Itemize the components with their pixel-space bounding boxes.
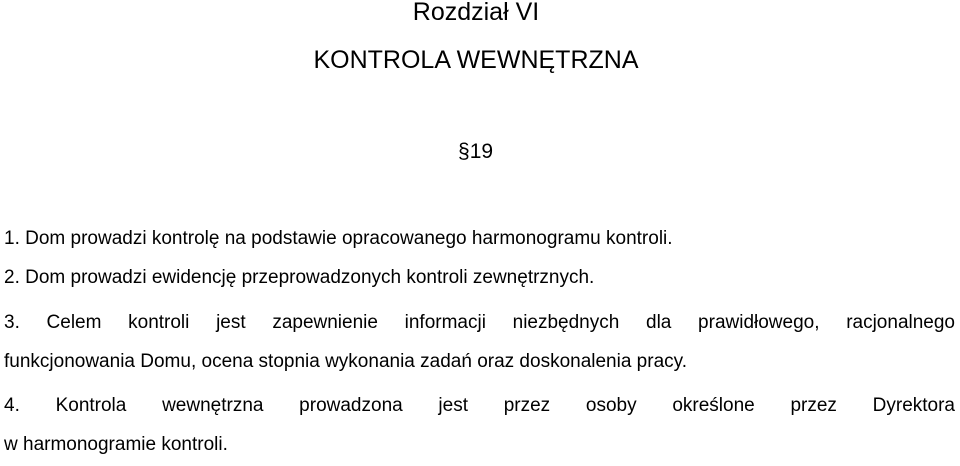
paragraph-2: 2. Dom prowadzi ewidencję przeprowadzonych kontroli zewnętrznych. — [4, 267, 595, 288]
paragraph-3-line-1: 3. Celem kontroli jest zapewnienie informacji niezbędnych dla prawidłowego, racjonalnego — [4, 312, 955, 333]
chapter-heading: Rozdział VI — [412, 0, 540, 26]
paragraph-1: 1. Dom prowadzi kontrolę na podstawie opracowanego harmonogramu kontroli. — [4, 228, 673, 249]
paragraph-4-line-1: 4. Kontrola wewnętrzna prowadzona jest przez osoby określone przez Dyrektora — [4, 395, 955, 416]
section-number: §19 — [458, 140, 494, 163]
section-number-value: 19 — [469, 140, 494, 163]
paragraph-4-line-2: w harmonogramie kontroli. — [4, 434, 228, 455]
chapter-title: KONTROLA WEWNĘTRZNA — [313, 46, 639, 74]
paragraph-3-line-2: funkcjonowania Domu, ocena stopnia wykonania zadań oraz doskonalenia pracy. — [4, 351, 688, 372]
